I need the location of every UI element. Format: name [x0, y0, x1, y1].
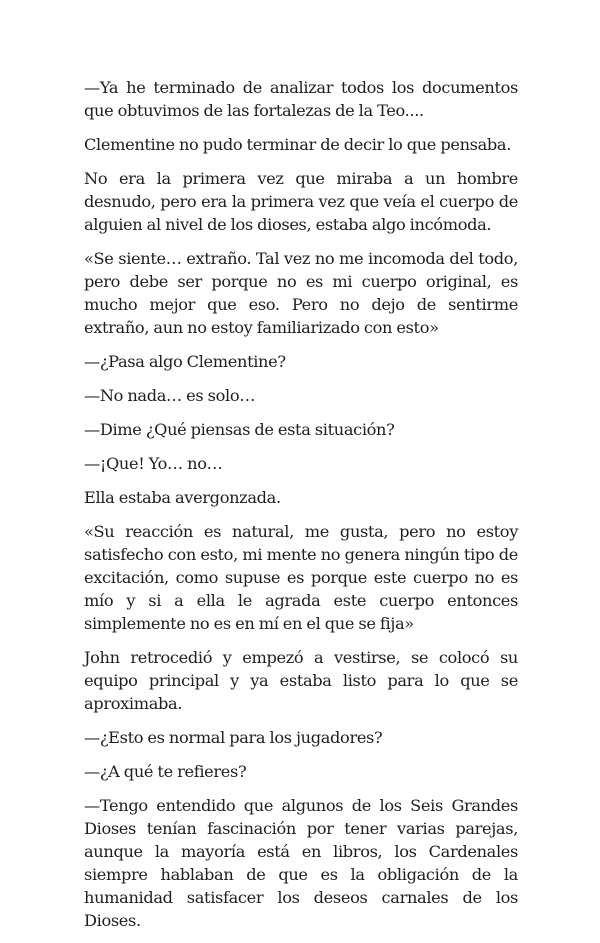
paragraph: —Ya he terminado de analizar todos los documentos que obtuvimos de las fortalezas de la Teo....: [84, 78, 518, 120]
paragraph: Clementine no pudo terminar de decir lo que pensaba.: [84, 135, 512, 154]
paragraph: John retrocedió y empezó a vestirse, se colocó su equipo principal y ya estaba listo para lo que se aproximaba.: [84, 648, 518, 713]
paragraph: No era la primera vez que miraba a un hombre desnudo, pero era la primera vez que veía el cuerpo de alguien al nivel de los dioses, estaba algo incómoda.: [84, 169, 518, 234]
paragraph: «Su reacción es natural, me gusta, pero no estoy satisfecho con esto, mi mente no genera ningún tipo de excitación, como supuse es porque este cuerpo no es mío y si a ella le agrada este cuerpo entonces simplemente no es en mí en el que se fija»: [84, 522, 518, 633]
paragraph: —¿Pasa algo Clementine?: [84, 352, 286, 371]
paragraph: —¿A qué te refieres?: [84, 762, 247, 781]
paragraph: —Dime ¿Qué piensas de esta situación?: [84, 420, 395, 439]
paragraph: —¿Esto es normal para los jugadores?: [84, 728, 383, 747]
paragraph: Ella estaba avergonzada.: [84, 488, 281, 507]
paragraph: «Se siente… extraño. Tal vez no me incomoda del todo, pero debe ser porque no es mi cuerpo original, es mucho mejor que eso. Pero no dejo de sentirme extraño, aun no estoy familiarizado con esto»: [84, 249, 518, 337]
paragraph: —¡Que! Yo… no…: [84, 454, 223, 473]
paragraph: —Tengo entendido que algunos de los Seis Grandes Dioses tenían fascinación por tener varias parejas, aunque la mayoría está en libros, los Cardenales siempre hablaban de que es la obligación de la humanidad satisfacer los deseos carnales de los Dioses.: [84, 796, 518, 930]
book-page-text: [84, 76, 518, 943]
paragraph: —No nada… es solo…: [84, 386, 256, 405]
